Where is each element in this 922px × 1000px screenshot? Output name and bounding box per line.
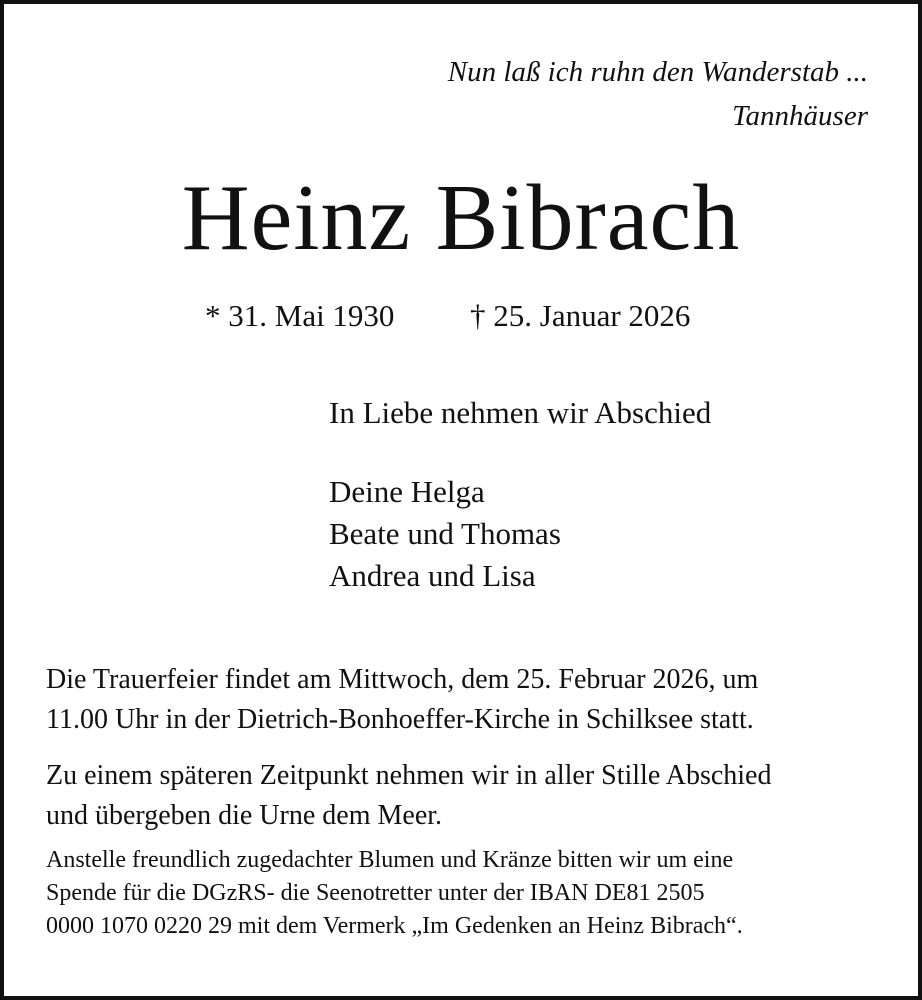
epigraph-quote [448,50,868,138]
donation-paragraph [46,844,743,943]
farewell-line: In Liebe nehmen wir Abschied [329,395,712,430]
birth-date: * 31. Mai 1930 [205,298,395,333]
mourner-name: Andrea und Lisa [329,558,536,593]
urn-burial-paragraph [46,756,771,836]
deceased-name: Heinz Bibrach [181,166,741,270]
quote-attribution: Tannhäuser [732,100,868,132]
paragraph-line: 11.00 Uhr in der Dietrich-Bonhoeffer-Kirche in Schilksee statt. [46,704,754,735]
death-date: † 25. Januar 2026 [470,298,691,333]
paragraph-line: und übergeben die Urne dem Meer. [46,800,443,831]
paragraph-line: Spende für die DGzRS- die Seenotretter unter der IBAN DE81 2505 [46,880,705,906]
paragraph-line: 0000 1070 0220 29 mit dem Vermerk „Im Gedenken an Heinz Bibrach“. [46,913,743,939]
paragraph-line: Anstelle freundlich zugedachter Blumen und Kränze bitten wir um eine [46,847,734,873]
mourners-list [329,471,561,597]
funeral-service-paragraph [46,660,758,740]
mourner-name: Beate und Thomas [329,516,561,551]
paragraph-line: Zu einem späteren Zeitpunkt nehmen wir in aller Stille Abschied [46,760,772,791]
mourner-name: Deine Helga [329,474,485,509]
quote-text: Nun laß ich ruhn den Wanderstab ... [447,56,868,88]
paragraph-line: Die Trauerfeier findet am Mittwoch, dem 25. Februar 2026, um [46,664,759,695]
